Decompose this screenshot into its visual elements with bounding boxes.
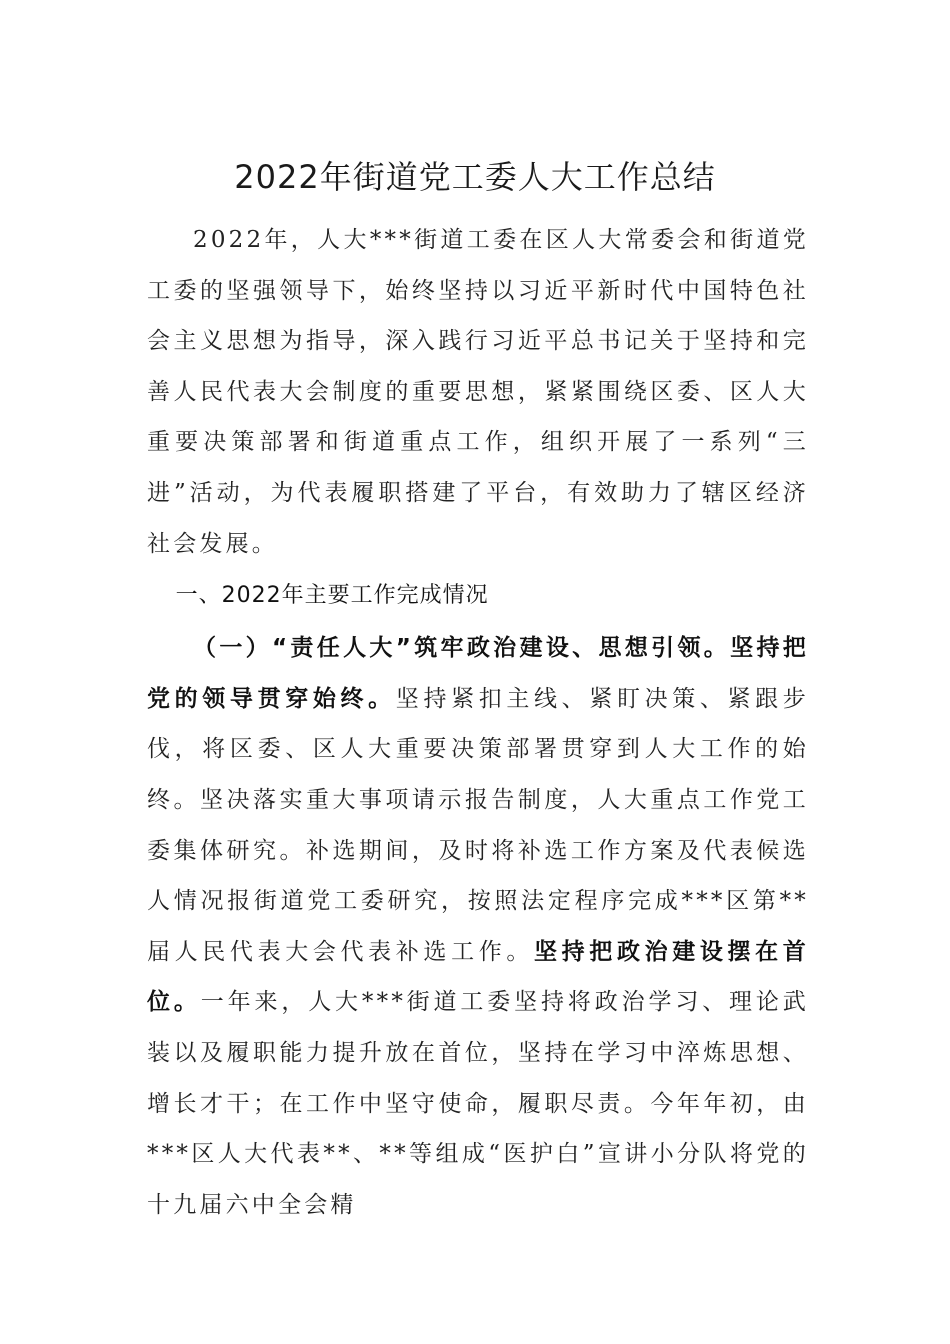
paragraph-text-continued: 一年来，人大***街道工委坚持将政治学习、理论武装以及履职能力提升放在首位，坚持在学习中淬炼思想、增长才干；在工作中坚守使命，履职尽责。今年年初，由***区人大代表**、**等组成“医护白”宣讲小分队将党的十九届六中全会精 — [147, 989, 809, 1218]
document-title: 2022年街道党工委人大工作总结 — [234, 158, 716, 196]
document-body — [147, 215, 809, 1230]
paragraph-text: 坚持紧扣主线、紧盯决策、紧跟步伐，将区委、区人大重要决策部署贯穿到人大工作的始终。坚决落实重大事项请示报告制度，人大重点工作党工委集体研究。补选期间，及时将补选工作方案及代表候选人情况报街道党工委研究，按照法定程序完成***区第**届人民代表大会代表补选工作。 — [147, 685, 809, 965]
intro-paragraph: 2022年，人大***街道工委在区人大常委会和街道党工委的坚强领导下，始终坚持以习近平新时代中国特色社会主义思想为指导，深入践行习近平总书记关于坚持和完善人民代表大会制度的重要思想，紧紧围绕区委、区人大重要决策部署和街道重点工作，组织开展了一系列“三进”活动，为代表履职搭建了平台，有效助力了辖区经济社会发展。 — [147, 227, 809, 557]
paragraph-mid-bold: 坚持把政治建设摆在首位。 — [147, 938, 810, 1016]
section-paragraph — [147, 623, 809, 1230]
section-heading: 一、2022年主要工作完成情况 — [175, 583, 489, 609]
paragraph-lead-bold: （一）“责任人大”筑牢政治建设、思想引领。坚持把党的领导贯穿始终。 — [147, 635, 809, 712]
